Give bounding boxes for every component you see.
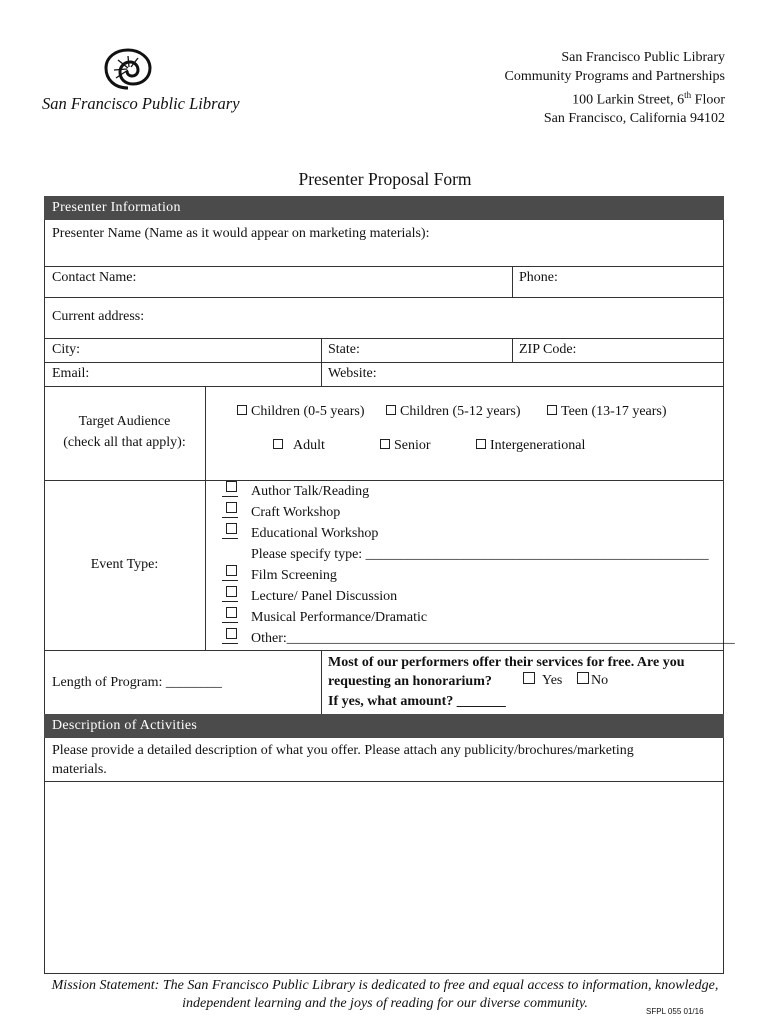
- address-line-1: San Francisco Public Library: [561, 50, 725, 65]
- checkbox-icon[interactable]: [273, 439, 283, 449]
- address-line-4: San Francisco, California 94102: [543, 111, 725, 127]
- contact-name-label: Contact Name:: [52, 270, 137, 285]
- logo-text: San Francisco Public Library: [42, 94, 240, 113]
- address-line-2: Community Programs and Partnerships: [504, 68, 725, 84]
- presenter-name-field[interactable]: [44, 220, 724, 266]
- event-other[interactable]: Other:________________________________________________________________: [251, 631, 735, 646]
- section-heading-description: Description of Activities: [44, 714, 724, 738]
- event-option-author-talk: Author Talk/Reading: [251, 484, 370, 499]
- checkbox-icon: [226, 565, 237, 576]
- contact-name-field[interactable]: [44, 266, 512, 297]
- event-specify-type[interactable]: Please specify type: _________________________________________________: [251, 547, 709, 562]
- event-type-label: Event Type:: [90, 557, 159, 572]
- form-title: Presenter Proposal Form: [298, 169, 472, 189]
- checkbox-icon: [226, 502, 237, 513]
- city-label: City:: [52, 342, 81, 357]
- event-option-craft: Craft Workshop: [251, 505, 341, 520]
- audience-intergenerational[interactable]: Intergenerational: [476, 438, 585, 454]
- phone-field[interactable]: [512, 266, 724, 297]
- honorarium-question-1: Most of our performers offer their services for free. Are you: [328, 655, 685, 670]
- checkbox-icon[interactable]: [577, 672, 589, 684]
- presenter-name-label: Presenter Name (Name as it would appear on marketing materials):: [52, 226, 430, 241]
- mission-statement: Mission Statement: The San Francisco Public Library is dedicated to free and equal access to information, knowledge, independent learning and the joys of reading for our diverse community.: [51, 978, 719, 1011]
- event-option-film: Film Screening: [251, 568, 337, 583]
- event-option-lecture: Lecture/ Panel Discussion: [251, 589, 398, 604]
- audience-adult[interactable]: Adult: [273, 438, 325, 454]
- checkbox-icon: [226, 628, 237, 639]
- checkbox-icon: [226, 481, 237, 492]
- audience-children-0-5[interactable]: Children (0-5 years): [237, 404, 365, 420]
- city-field[interactable]: [44, 338, 321, 362]
- checkbox-icon[interactable]: [386, 405, 396, 415]
- checkbox-icon[interactable]: [237, 405, 247, 415]
- library-address: [505, 49, 726, 129]
- length-of-program-label[interactable]: Length of Program: ________: [52, 675, 222, 690]
- form-code: SFPL 055 01/16: [646, 1007, 704, 1016]
- current-address-label: Current address:: [52, 309, 145, 324]
- audience-teen[interactable]: Teen (13-17 years): [547, 404, 667, 420]
- checkbox-icon: [226, 523, 237, 534]
- phone-label: Phone:: [519, 270, 558, 285]
- sfpl-logo: [42, 48, 242, 118]
- checkbox-icon[interactable]: [547, 405, 557, 415]
- description-prompt-1: Please provide a detailed description of what you offer. Please attach any publicity/brochures/marketing: [52, 743, 634, 758]
- checkbox-icon: [226, 586, 237, 597]
- state-field[interactable]: [321, 338, 512, 362]
- current-address-field[interactable]: [44, 297, 724, 338]
- honorarium-amount[interactable]: If yes, what amount? _______: [328, 694, 506, 709]
- zip-field[interactable]: [512, 338, 724, 362]
- target-audience-label-2: (check all that apply):: [63, 435, 186, 450]
- event-option-educational: Educational Workshop: [251, 526, 379, 541]
- website-field[interactable]: [321, 362, 724, 386]
- checkbox-icon[interactable]: [523, 672, 535, 684]
- description-field[interactable]: [44, 781, 724, 974]
- target-audience-label-1: Target Audience: [78, 414, 171, 429]
- email-field[interactable]: [44, 362, 321, 386]
- audience-children-5-12[interactable]: Children (5-12 years): [386, 404, 521, 420]
- zip-label: ZIP Code:: [519, 342, 577, 357]
- honorarium-no[interactable]: No: [577, 672, 608, 689]
- address-line-3: 100 Larkin Street, 6th Floor: [572, 90, 725, 108]
- checkbox-icon[interactable]: [380, 439, 390, 449]
- website-label: Website:: [328, 366, 377, 381]
- section-heading-presenter: Presenter Information: [44, 196, 724, 220]
- description-prompt-2: materials.: [52, 762, 107, 777]
- email-label: Email:: [52, 366, 90, 381]
- audience-senior[interactable]: Senior: [380, 438, 431, 454]
- checkbox-icon[interactable]: [476, 439, 486, 449]
- checkbox-icon: [226, 607, 237, 618]
- event-option-musical: Musical Performance/Dramatic: [251, 610, 428, 625]
- state-label: State:: [328, 342, 360, 357]
- honorarium-yes[interactable]: Yes: [523, 672, 562, 689]
- nautilus-shell-icon: [104, 48, 152, 90]
- honorarium-question-2: requesting an honorarium?: [328, 674, 492, 689]
